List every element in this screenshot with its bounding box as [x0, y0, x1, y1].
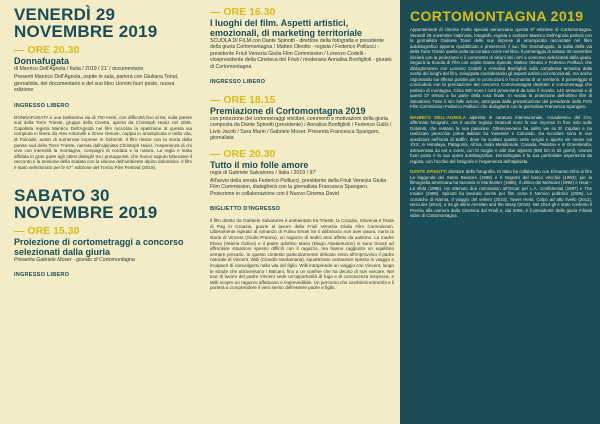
event-title: Tutto il mio folle amore: [210, 159, 309, 170]
event-time: — ORE 18.15: [210, 94, 394, 106]
entry-label: INGRESSO LIBERO: [14, 102, 70, 109]
event-title: Donnafugata: [14, 56, 69, 66]
entry-label: BIGLIETTO D'INGRESSO: [210, 206, 281, 213]
bio-text: alpinista di caratura internazionale, Accademico del CAI, affermato fotografo, ora è anche regista. Notevoli sono le sue imprese in free solo sulle Dolomiti, che restano la sua passione. Oltrenoveceno ha salito vie su El Capitan e ha realizzato parecchie prime italiane fra Yosemite e Colorado. Da ricordare sono le sue spedizioni nell'isola di Baffin, dove ha scalato quattro vette vergini e aperto vie nuove sui XXX; in Himalaya, Patagonia, Africa, India Meridionale, Canada, Pakistan e in Groenlandia, attraversata da est a ovest, con la moglie e altri due alpinisti (650 km in 32 giorni). Uomini fuori posto è la sua opera autobiografica. Donnafugata è la sua particolare esperienza da regista, con l'occhio del fotografo e l'esperienza dell'alpinista.: [410, 114, 592, 164]
festival-intro: Appuntamenti di cinema molto speciali annunciano questa 5ª edizione di Cortomontagna. Venerdì 29 novembre l'alpinista, fotografo, regista e scrittore Manrico Dell'Agnola parlerà con la giornalista Giuliana Tonut delle sue imprese di arrampicata raccontate nel libro autobiografico appena ripubblicato e presenterà il suo film Donnafugata, la salita della via della Torre Trieste quella volta raccontata come nel libro. Il pomeriggio di sabato 30 novembre inizierà con la proiezione e il commento di alcuni dei corti a concorso selezionati dalla giuria. Seguirà la Scuola di Film con ospite Dante Spinotti, Matteo Oleotto e Federico Poillucci che dialogheranno con Lorenzo Codelli e Annalisa Bonfiglioli sulla complessa tematica della scelta dei luoghi del film, sviluppata considerando gli aspetti artistici ed emozionali, ma anche ragionando sui riflessi positivi per le promozioni e l'economia di un territorio. Il pomeriggio si concluderà con la premiazione del concorso Cortomontagna dedicato a cortometraggi che parlano di montagna. Circa 500 sono i corti provenienti da tutto il mondo, 142 ammessi e di questi 37 entrati a far parte della rosa finale. In serata la proiezione dell'ultimo film di Salvatores Tutto il mio folle amore, anticipata dalla presentazione del presidente della FVG Film Commission Federico Poillucci che dialogherà con la giornalista Francesca Spangaro.: [410, 27, 592, 109]
bio-name: MANRICO DELL'AGNOLA: [410, 114, 466, 120]
bio-spinotti: [410, 169, 592, 219]
entry-label: INGRESSO LIBERO: [14, 271, 70, 278]
event-time: — ORE 15.30: [14, 225, 192, 237]
event-meta: regia di Gabriele Salvatores / Italia / 2019 / 97': [210, 169, 317, 176]
column-middle: [200, 0, 400, 424]
entry-label: INGRESSO LIBERO: [210, 79, 266, 86]
event-time: — ORE 20.30: [210, 148, 394, 160]
event-title: Proiezione di cortometraggi a concorso selezionati dalla giuria: [14, 236, 184, 257]
bio-text: direttore della fotografia. In Italia ha collaborato con Ermanno Olmi ai film La leggenda del Santo Bevitore (1988) e Il Segreto del bosco vecchio (1993); per la filmografia americana ha lavorato in Manhunter (1986), Il ultimo dei Mohicani (1992) e Heat – La sfida (1995). Ha ottenuto due nomination all'Oscar per L.A. Confidential (1997) e The Insider (1999). Spinotti ha lavorato anche per film come Il Nemico pubblico (2009), Le cronache di Narnia, Il viaggio del veliero (2010), Tower Heist, Colpo ad alto livello (2011), Hercules (2014), e tra gli ultimi Ant-Man and the Wasp (2018). Nel 2014 gli è stato conferito il Premio alla carriera dalla Cineteca del Friuli e, dal 2006, è il presidente della giuria Filmati video di Cortomontagna.: [410, 169, 592, 218]
event-guest: All'avvio della serata Federico Poillucci, presidente della Friuli Venezia Giulia Film Commission, dialogherà con la giornalista Francesca Spangaro. Proiezione in collaborazione con il Nuovo Cinema David: [210, 178, 387, 197]
event-description: Il film diretto da Gabriele Salvatores è ambientato tra Trieste, la Croazia, Slovenia e l'isola di Pag in Croazia, grazie al lavoro della Friuli Venezia Giulia Film Commission. Liberamente ispirato al romanzo di Fulvio Ervas Se ti abbraccio non aver paura, narra la storia di Vincent (Giulio Pranno), un ragazzo di sedici anni affetto da autismo. La madre Elena (Valeria Golino) e il padre adottivo Mario (Diego Abatantuono) si sono trovati ad affrontare situazioni spesso difficili con il ragazzo, ma hanno raggiunto un equilibrio sempre precario. In questo contesto particolarmente delicato entra all'improvviso il padre naturale di Vincent, Willi (Claudio Santamaria), squattrinato cantautore spesso in viaggio e incapace di coinvolgersi nella vita del figlio. Willi intraprende un viaggio con Vincent, lungo le strade che attraversano i Balcani, fino a un confine che ha deciso di non varcare. Nel tour di lavoro del padre Vincent vede un'opportunità di fuga e di conoscenza reciproca, e Willi scopre un ragazzo affettuoso e imprevedibile. Un percorso che cambierà entrambi e li porterà a comprendere il vero senso dell'essere padre e figlio.: [210, 218, 394, 291]
day-heading-friday: VENERDÌ 29 NOVEMBRE 2019: [14, 5, 158, 41]
bio-dellagnola: [410, 115, 592, 165]
column-left: [0, 0, 200, 424]
day-heading-saturday: SABATO 30 NOVEMBRE 2019: [14, 185, 158, 222]
event-time: — ORE 16.30: [210, 6, 394, 18]
event-meta: di Manrico Dell'Agnola / Italia / 2019 / 21' / documentario: [14, 66, 144, 72]
event-meta: Presenta Gabriele Moser - giurato di Cortomontagna: [14, 256, 135, 263]
event-meta: con proiezione dei cortometraggi vincitori, commenti e motivazioni della giuria composta da Dante Spinotti (presidente) / Annalisa Bonfiglioli / Federico Gallo / Livio Jacob / Sara Marin / Gabriele Moser. Presenta Francesca Spangaro, giornalista: [210, 116, 392, 142]
event-meta: SCUOLA DI FILM con Dante Spinotti - direttore della fotografia e presidente della giuria Cortomontagna / Matteo Oleotto - regista / Federico Poillucci - presidente Friuli Venezia Giulia Film Commission / Lorenzo Codelli - vicepresidente della Cineteca del Friuli / moderano Annalisa Bonfiglioli - giurato di Cortomontagna: [210, 38, 392, 70]
event-description: DONNAFUGATA è una bellissima via di 750 metri, con difficoltà fino al 9a, sulla parete sud della Torre Trieste, gruppo della Civetta, aperta da Christoph Hainz nel 2006. Capolista regista Manrico Dell'Agnola nel film racconta la ripetizione di questa via compiuta in libera da Alex Antonelli e Omar Genuin, coppia in arrampicata e nella vita, di Falcade, autori di numerose imprese in Dolomiti. Il film riesce con la storia della parete sud della Torre Trieste, narrata dall'alpinista Christoph Hainz, l'esperienza di chi vive con intensità la montagna, compagni di cordata e la natura. La regia e stata affidata in gran parte agli ottimi dialoghi tra i protagonisti, che hanno saputo bilanciare il racconto e la tensione della scalata con la visione dell'ambiente alpino dolomitico. Il film è stato selezionato per le 67° edizione del Trento Film Festival (2019).: [14, 114, 192, 170]
column-right-info: [400, 0, 600, 424]
event-time: — ORE 20.30: [14, 44, 192, 56]
festival-title: CORTOMONTAGNA 2019: [410, 8, 584, 24]
event-guest: Presenti Manrico Dell'Agnola, ospite in sala, parlerà con Giuliana Tonut, giornalista, del documentario e del suo libro Uomini fuori posto, nuova edizione: [14, 74, 179, 94]
event-title: Premiazione di Cortomontagna 2019: [210, 106, 366, 117]
event-title: I luoghi del film. Aspetti artistici, emozionali, di marketing territoriale: [210, 18, 363, 38]
bio-name: DANTE SPINOTTI: [410, 169, 447, 174]
